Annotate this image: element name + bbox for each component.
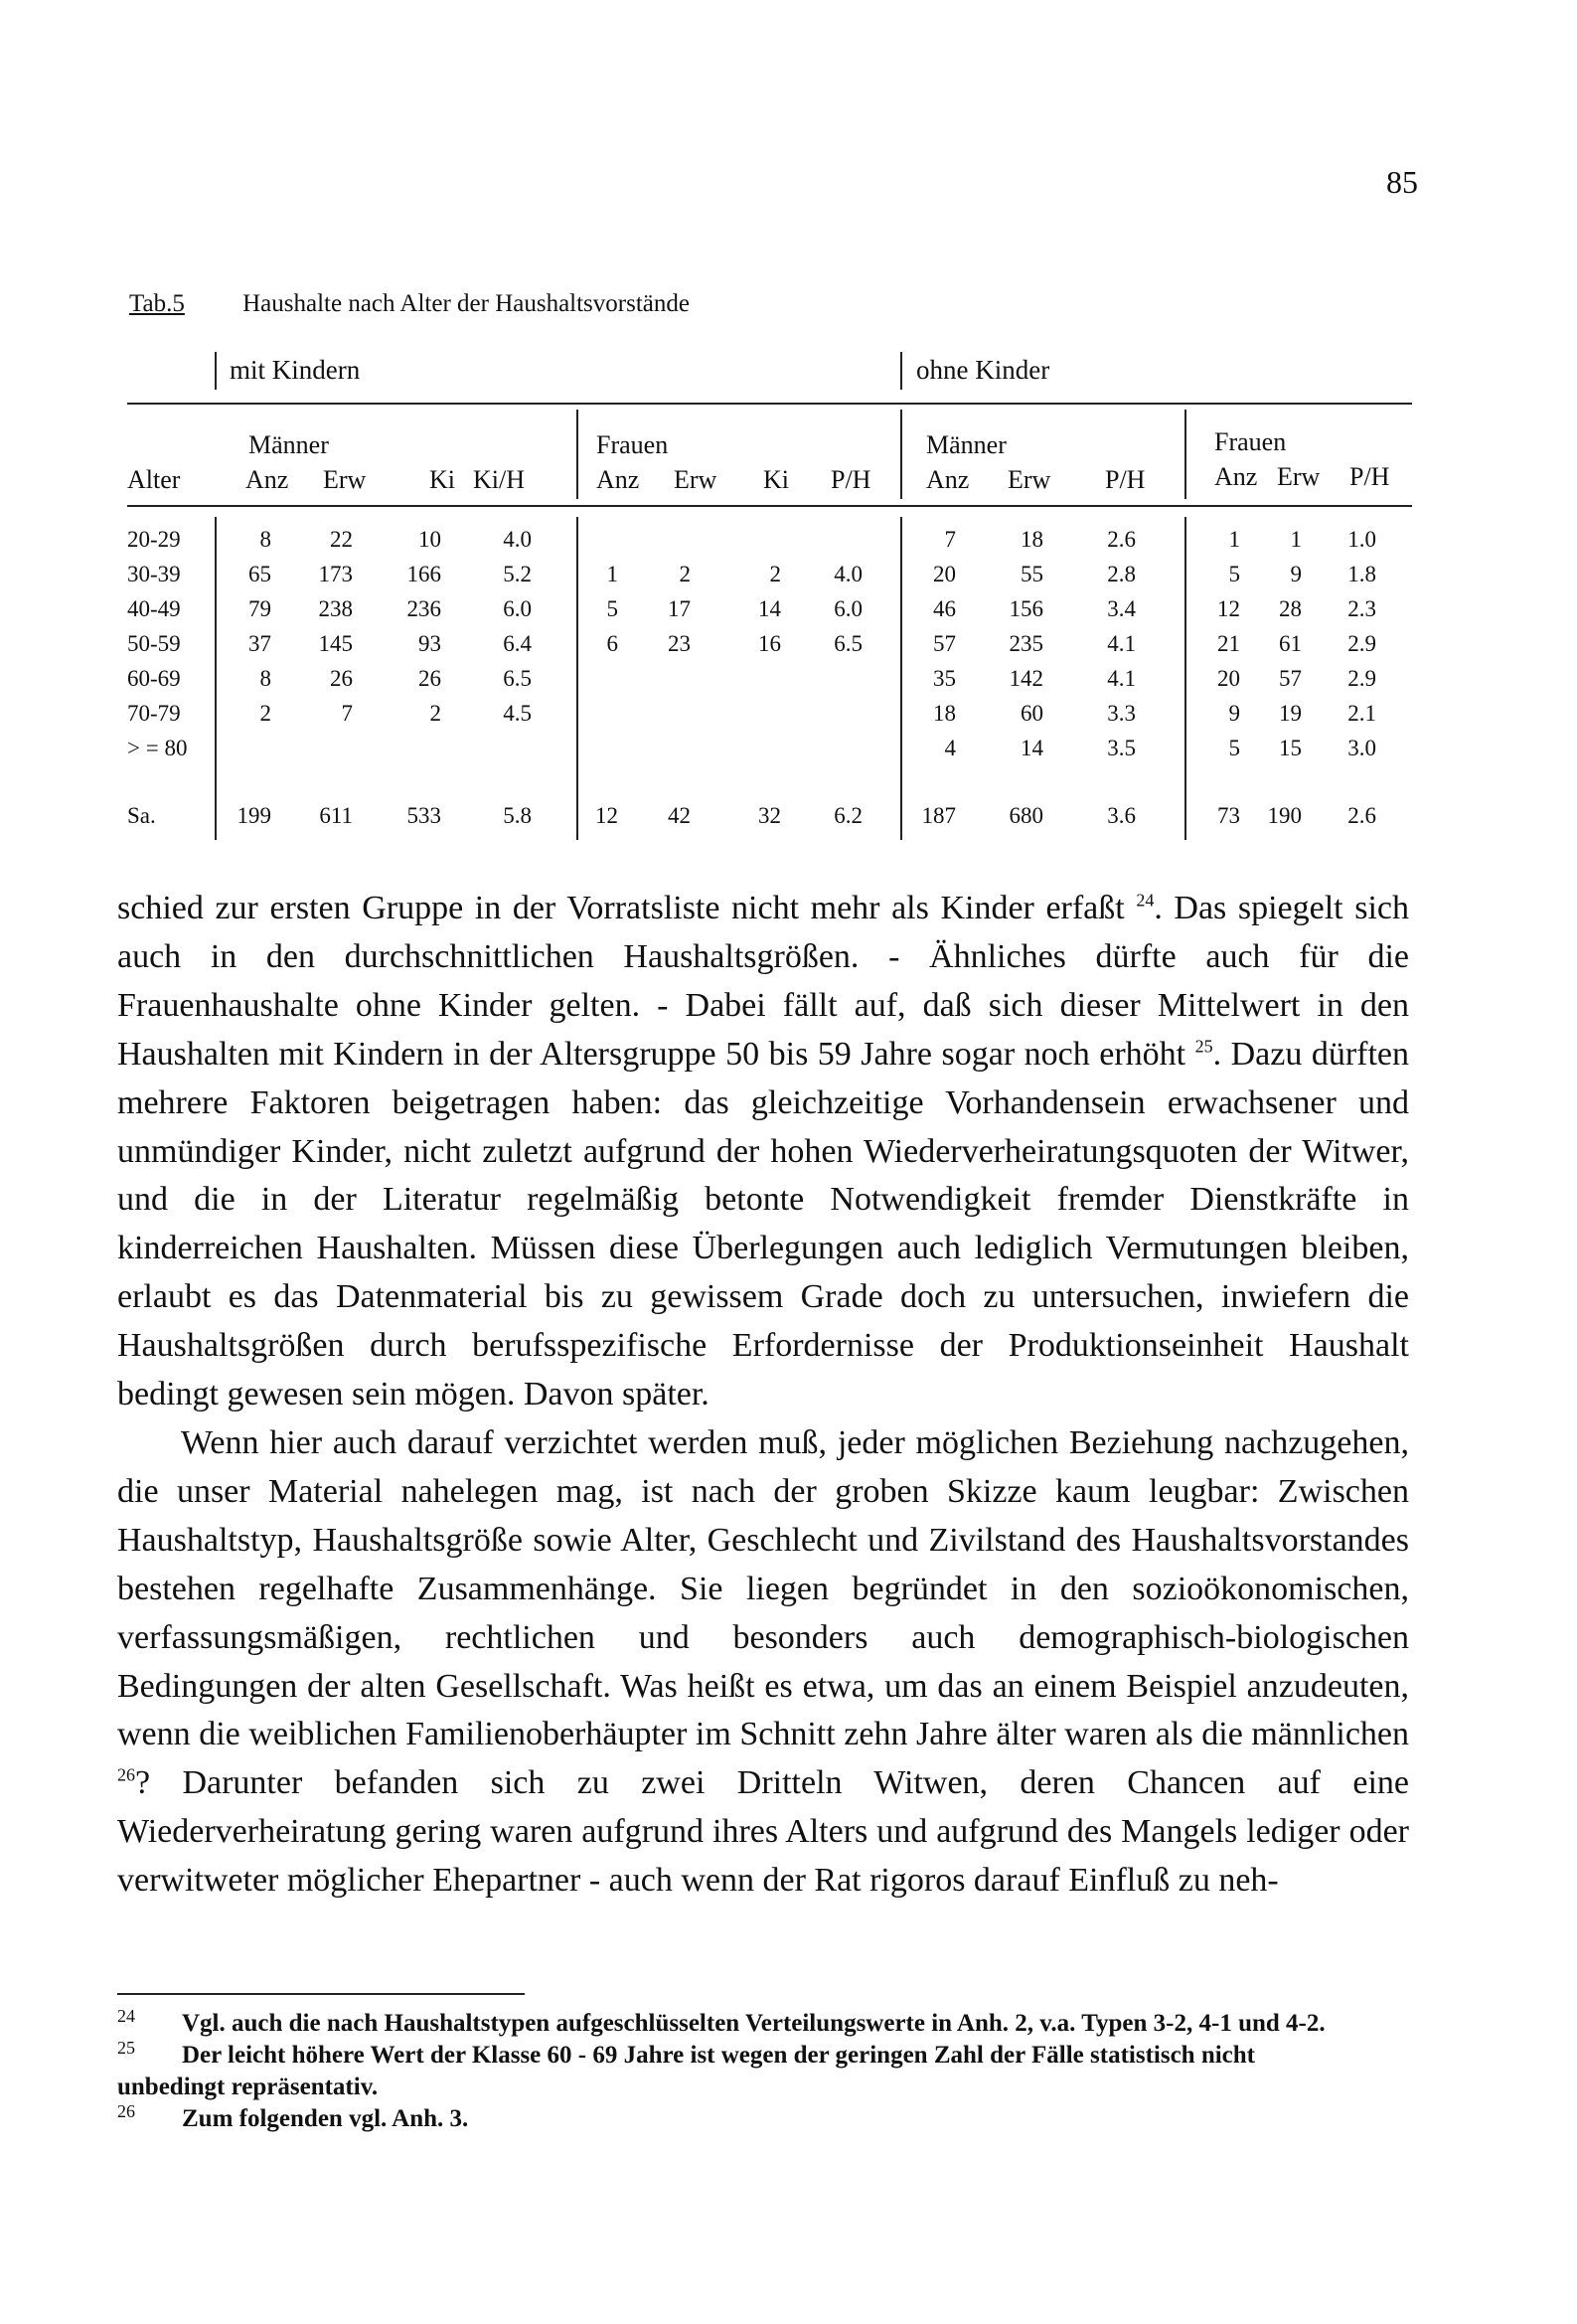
table-cell-wm: 93 [418, 631, 441, 656]
table-cell-of: 190 [1267, 803, 1302, 828]
group-with-children: mit Kindern [230, 355, 361, 385]
table-cell-wm: 611 [319, 803, 353, 828]
header-wf-ph: P/H [831, 465, 871, 494]
header-wm-kih: Ki/H [473, 465, 525, 494]
table-cell-om: 680 [1009, 803, 1043, 828]
table-cell-of: 9 [1228, 701, 1240, 726]
table-cell-of: 2.1 [1347, 701, 1376, 726]
table-cell-wf: 12 [595, 803, 618, 828]
table-cell-wf: 32 [758, 803, 781, 828]
divider-of-hdr [1184, 410, 1186, 499]
table-cell-wf: 6.2 [834, 803, 863, 828]
header-of-ph: P/H [1349, 462, 1390, 491]
table-cell-om: 2.8 [1107, 562, 1136, 586]
table-cell-of: 2.9 [1347, 666, 1376, 691]
table-cell-of: 73 [1217, 803, 1240, 828]
table-cell-om: 3.3 [1107, 701, 1136, 726]
row-alter: 30-39 [127, 562, 181, 586]
header-wm-anz: Anz [245, 465, 289, 494]
table-cell-wf: 6.0 [834, 596, 863, 621]
table-cell-om: 60 [1021, 701, 1043, 726]
header-wm-ki: Ki [429, 465, 455, 494]
table-cell-wm: 145 [318, 631, 353, 656]
table-cell-om: 4.1 [1107, 631, 1136, 656]
table-cell-wf: 16 [758, 631, 781, 656]
header-frauen-without: Frauen [1214, 427, 1287, 456]
row-alter: 60-69 [127, 666, 181, 691]
table-cell-wf: 17 [668, 596, 691, 621]
table-cell-om: 7 [944, 527, 956, 552]
table-cell-wf: 4.0 [834, 562, 863, 586]
table-cell-om: 18 [933, 701, 956, 726]
table-cell-om: 35 [933, 666, 956, 691]
table-cell-om: 14 [1021, 736, 1043, 760]
table-cell-wm: 22 [330, 527, 353, 552]
table-cell-wm: 236 [406, 596, 441, 621]
table-cell-wm: 7 [341, 701, 353, 726]
table-cell-wf: 6 [606, 631, 618, 656]
header-om-erw: Erw [1008, 465, 1051, 494]
table-cell-of: 21 [1217, 631, 1240, 656]
table-cell-of: 2.9 [1347, 631, 1376, 656]
table-cell-of: 1.0 [1347, 527, 1376, 552]
header-wf-ki: Ki [763, 465, 789, 494]
paragraph-1: schied zur ersten Gruppe in der Vorratsliste nicht mehr als Kinder erfaßt $^{24}$. Das spiegelt sich auch in den durchschnittlichen Haushaltsgrößen. - Ähnliches dürfte auch für die Frauenhaushalte ohne Kinder gelten. - Dabei fällt auf, daß sich dieser Mittelwert in den Haushalten mit Kindern in der Altersgruppe 50 bis 59 Jahre sogar noch erhöht $^{25}$. Dazu dürften mehrere Faktoren beigetragen haben: das gleichzeitige Vorhandensein erwachsener und unmündiger Kinder, nicht zuletzt aufgrund der hohen Wiederverheiratungsquoten der Witwer, und die in der Literatur regelmäßig betonte Notwendigkeit fremder Dienstkräfte in kinderreichen Haushalten. Müssen diese Überlegungen auch lediglich Vermutungen bleiben, erlaubt es das Datenmaterial bis zu gewissem Grade doch zu untersuchen, inwiefern die Haushaltsgrößen durch berufsspezifische Erfordernisse der Produktionseinheit Haushalt bedingt gewesen sein mögen. Davon später. [117, 890, 1409, 1413]
group-bar-without [900, 352, 902, 390]
table-cell-of: 1 [1228, 527, 1240, 552]
table-cell-om: 4 [944, 736, 956, 760]
table-cell-wm: 6.0 [503, 596, 532, 621]
table-cell-of: 2.3 [1347, 596, 1376, 621]
row-alter: 50-59 [127, 631, 181, 656]
table-cell-of: 12 [1217, 596, 1240, 621]
table-cell-wm: 166 [406, 562, 441, 586]
table-cell-wm: 79 [248, 596, 271, 621]
footnote-24: 24 Vgl. auch die nach Haushaltstypen aufgeschlüsselten Verteilungswerte in Anh. 2, v.a. Typen 3-2, 4-1 und 4-2. [117, 2006, 1326, 2037]
row-alter: Sa. [127, 803, 156, 828]
divider-om [900, 517, 902, 840]
table-cell-wm: 199 [237, 803, 271, 828]
table-cell-wf: 14 [758, 596, 781, 621]
footnote-25: 25 Der leicht höhere Wert der Klasse 60 - 69 Jahre ist wegen der geringen Zahl der Fälle statistisch nicht [117, 2038, 1255, 2069]
table-header-rule [127, 505, 1412, 507]
table-cell-wm: 533 [406, 803, 441, 828]
table-caption [129, 290, 690, 318]
table-cell-wm: 4.0 [503, 527, 532, 552]
table-cell-om: 235 [1009, 631, 1043, 656]
table-cell-om: 55 [1021, 562, 1043, 586]
table-cell-om: 142 [1009, 666, 1043, 691]
footnote-25-continued: unbedingt repräsentativ. [117, 2074, 379, 2100]
table-cell-wf: 23 [668, 631, 691, 656]
footnote-rule [117, 1993, 525, 1995]
divider-of [1184, 517, 1186, 840]
table-cell-wm: 6.4 [503, 631, 532, 656]
table-title: Haushalte nach Alter der Haushaltsvorstände [242, 290, 690, 317]
table-cell-of: 19 [1279, 701, 1302, 726]
table-cell-om: 18 [1021, 527, 1043, 552]
divider-wf-hdr [576, 410, 578, 499]
table-cell-of: 28 [1279, 596, 1302, 621]
paragraph-2: Wenn hier auch darauf verzichtet werden muß, jeder möglichen Beziehung nachzugehen, die unser Material nahelegen mag, ist nach der groben Skizze kaum leugbar: Zwischen Haushaltstyp, Haushaltsgröße sowie Alter, Geschlecht und Zivilstand des Haushaltsvorstandes bestehen regelhafte Zusammenhänge. Sie liegen begründet in den sozioökonomischen, verfassungsmäßigen, rechtlichen und besonders auch demographisch-biologischen Bedingungen der alten Gesellschaft. Was heißt es etwa, um das an einem Beispiel anzudeuten, wenn die weiblichen Familienoberhäupter im Schnitt zehn Jahre älter waren als die männlichen $^{26}$? Darunter befanden sich zu zwei Dritteln Witwen, deren Chancen auf eine Wiederverheiratung gering waren aufgrund ihres Alters und aufgrund des Mangels lediger oder verwitweter möglicher Ehepartner - auch wenn der Rat rigoros darauf Einfluß zu neh- [117, 1423, 1409, 1900]
row-alter: > = 80 [127, 736, 188, 760]
footnotes [117, 2008, 1409, 2135]
table-cell-om: 187 [921, 803, 956, 828]
footnote-26: 26 Zum folgenden vgl. Anh. 3. [117, 2101, 469, 2132]
table-cell-wm: 6.5 [503, 666, 532, 691]
body-text [117, 885, 1409, 1906]
row-alter: 40-49 [127, 596, 181, 621]
page-number: 85 [1386, 164, 1418, 200]
table-cell-om: 156 [1009, 596, 1043, 621]
table-cell-om: 20 [933, 562, 956, 586]
table-cell-of: 5 [1228, 736, 1240, 760]
table-cell-wm: 65 [248, 562, 271, 586]
divider-wf [576, 517, 578, 840]
header-maenner-without: Männer [926, 430, 1007, 459]
table-cell-om: 3.6 [1107, 803, 1136, 828]
table-cell-of: 20 [1217, 666, 1240, 691]
table-cell-om: 3.4 [1107, 596, 1136, 621]
group-without-children: ohne Kinder [916, 355, 1050, 385]
table-cell-of: 5 [1228, 562, 1240, 586]
table-cell-wm: 2 [259, 701, 271, 726]
header-wm-erw: Erw [323, 465, 367, 494]
table-cell-wf: 2 [769, 562, 781, 586]
table-cell-wm: 238 [318, 596, 353, 621]
header-frauen-with: Frauen [596, 430, 669, 459]
row-alter: 70-79 [127, 701, 181, 726]
table-cell-wm: 8 [259, 527, 271, 552]
table-cell-om: 3.5 [1107, 736, 1136, 760]
table-cell-wm: 5.2 [503, 562, 532, 586]
table-cell-om: 46 [933, 596, 956, 621]
table-cell-wf: 42 [668, 803, 691, 828]
table-cell-wf: 2 [679, 562, 691, 586]
divider-alter [215, 517, 217, 840]
table-cell-wm: 173 [318, 562, 353, 586]
divider-om-hdr [900, 410, 902, 499]
table-cell-wf: 6.5 [834, 631, 863, 656]
header-of-erw: Erw [1277, 462, 1321, 491]
table-cell-of: 1 [1290, 527, 1302, 552]
table-cell-wm: 10 [418, 527, 441, 552]
table-cell-wm: 26 [418, 666, 441, 691]
header-wf-erw: Erw [674, 465, 717, 494]
table-top-rule [127, 403, 1412, 405]
table-cell-of: 15 [1279, 736, 1302, 760]
table-cell-of: 3.0 [1347, 736, 1376, 760]
footnote-ref-26: 26 [117, 1764, 135, 1785]
table-cell-wm: 2 [429, 701, 441, 726]
table-cell-wm: 5.8 [503, 803, 532, 828]
footnote-ref-24: 24 [1136, 890, 1155, 911]
table-cell-wf: 1 [606, 562, 618, 586]
table-cell-of: 9 [1290, 562, 1302, 586]
table-cell-of: 61 [1279, 631, 1302, 656]
group-bar-with [215, 352, 217, 390]
table-cell-of: 2.6 [1347, 803, 1376, 828]
header-om-ph: P/H [1105, 465, 1146, 494]
table-label: Tab.5 [129, 290, 185, 317]
header-om-anz: Anz [926, 465, 970, 494]
table-cell-of: 57 [1279, 666, 1302, 691]
table-cell-wf: 5 [606, 596, 618, 621]
table-cell-wm: 26 [330, 666, 353, 691]
header-of-anz: Anz [1214, 462, 1258, 491]
table-cell-om: 57 [933, 631, 956, 656]
table-cell-wm: 4.5 [503, 701, 532, 726]
header-maenner-with: Männer [248, 430, 329, 459]
table-cell-wm: 37 [248, 631, 271, 656]
table-cell-om: 2.6 [1107, 527, 1136, 552]
footnote-ref-25: 25 [1194, 1036, 1213, 1057]
header-wf-anz: Anz [596, 465, 640, 494]
header-alter: Alter [127, 465, 181, 494]
table-cell-wm: 8 [259, 666, 271, 691]
table-cell-om: 4.1 [1107, 666, 1136, 691]
row-alter: 20-29 [127, 527, 181, 552]
table-cell-of: 1.8 [1347, 562, 1376, 586]
